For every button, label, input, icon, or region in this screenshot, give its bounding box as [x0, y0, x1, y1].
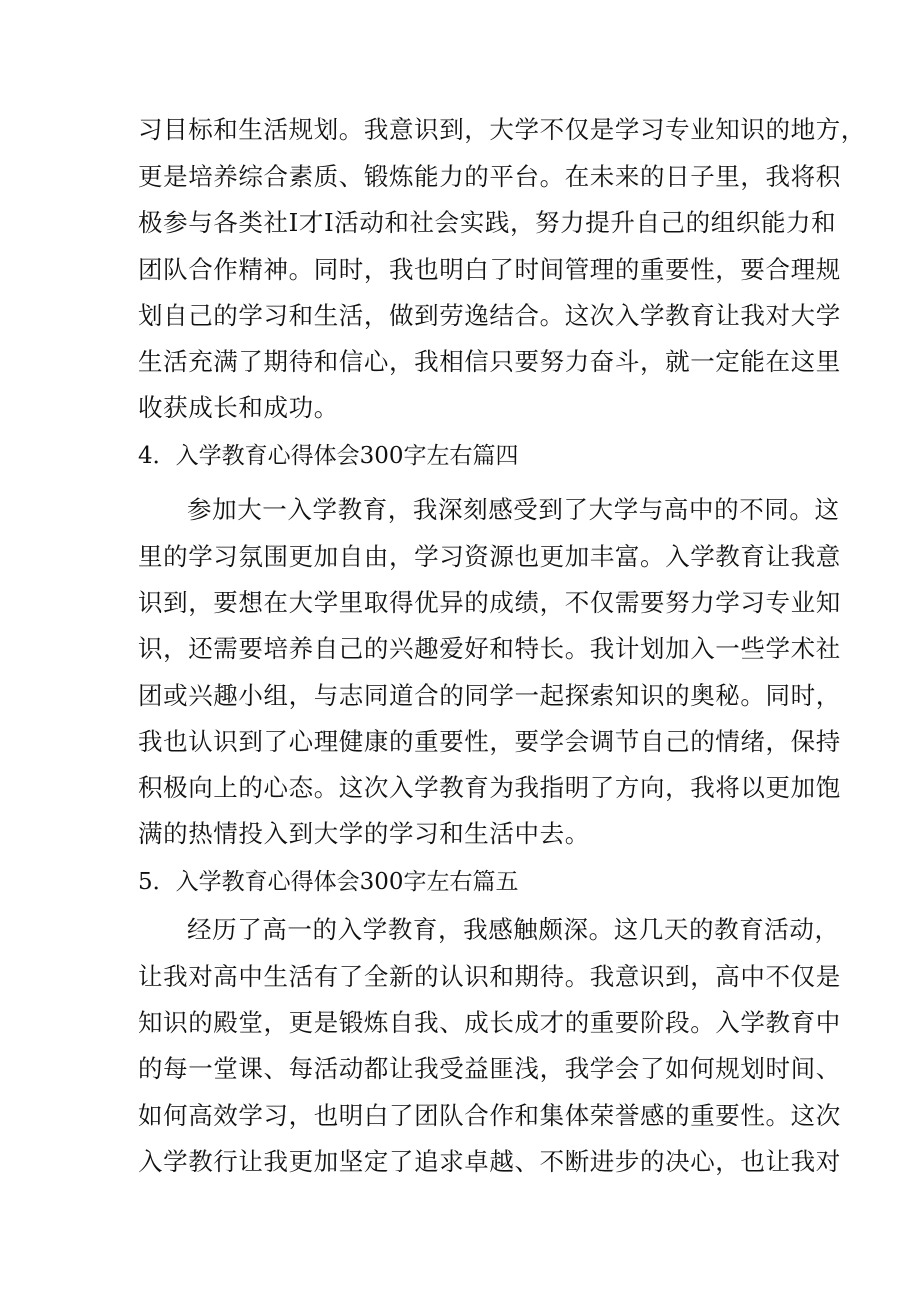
paragraph-3-line-7: 收获成长和成功。 — [138, 393, 339, 422]
paragraph-5-line-6: 入学教行让我更加坚定了追求卓越、不断进步的决心，也让我对 — [138, 1147, 841, 1176]
paragraph-5-line-5: 如何高效学习，也明白了团队合作和集体荣誉感的重要性。这次 — [138, 1101, 841, 1130]
paragraph-5-line-1: 经历了高一的入学教育，我感触颇深。这几天的教育活动， — [187, 915, 840, 944]
paragraph-4-line-5: 团或兴趣小组，与志同道合的同学一起探索知识的奥秘。同时， — [138, 681, 841, 710]
paragraph-4-line-8: 满的热情投入到大学的学习和生活中去。 — [138, 819, 590, 848]
section-heading-5: 5．入学教育心得体会300字左右篇五 — [138, 869, 519, 895]
paragraph-3-line-6: 生活充满了期待和信心，我相信只要努力奋斗，就一定能在这里 — [138, 347, 841, 376]
paragraph-4-line-1: 参加大一入学教育，我深刻感受到了大学与高中的不同。这 — [187, 495, 840, 524]
section-heading-4: 4．入学教育心得体会300字左右篇四 — [138, 443, 519, 469]
paragraph-4-line-6: 我也认识到了心理健康的重要性，要学会调节自己的情绪，保持 — [138, 727, 841, 756]
paragraph-3-line-5: 划自己的学习和生活，做到劳逸结合。这次入学教育让我对大学 — [138, 301, 841, 330]
paragraph-3-line-3: 极参与各类社I才I活动和社会实践，努力提升自己的组织能力和 — [138, 208, 837, 237]
paragraph-4-line-4: 识，还需要培养自己的兴趣爱好和特长。我计划加入一些学术社 — [138, 634, 841, 663]
paragraph-5-line-3: 知识的殿堂，更是锻炼自我、成长成才的重要阶段。入学教育中 — [138, 1008, 841, 1037]
paragraph-4-line-2: 里的学习氛围更加自由，学习资源也更加丰富。入学教育让我意 — [138, 542, 841, 571]
paragraph-4-line-3: 识到，要想在大学里取得优异的成绩，不仅需要努力学习专业知 — [138, 588, 841, 617]
paragraph-3-line-2: 更是培养综合素质、锻炼能力的平台。在未来的日子里，我将积 — [138, 162, 841, 191]
paragraph-4-line-7: 积极向上的心态。这次入学教育为我指明了方向，我将以更加饱 — [138, 773, 841, 802]
paragraph-5-line-4: 的每一堂课、每活动都让我受益匪浅，我学会了如何规划时间、 — [138, 1054, 841, 1083]
paragraph-3-line-1: 习目标和生活规划。我意识到，大学不仅是学习专业知识的地方， — [138, 115, 866, 144]
paragraph-3-line-4: 团队合作精神。同时，我也明白了时间管理的重要性，要合理规 — [138, 255, 841, 284]
paragraph-5-line-2: 让我对高中生活有了全新的认识和期待。我意识到，高中不仅是 — [138, 962, 841, 991]
